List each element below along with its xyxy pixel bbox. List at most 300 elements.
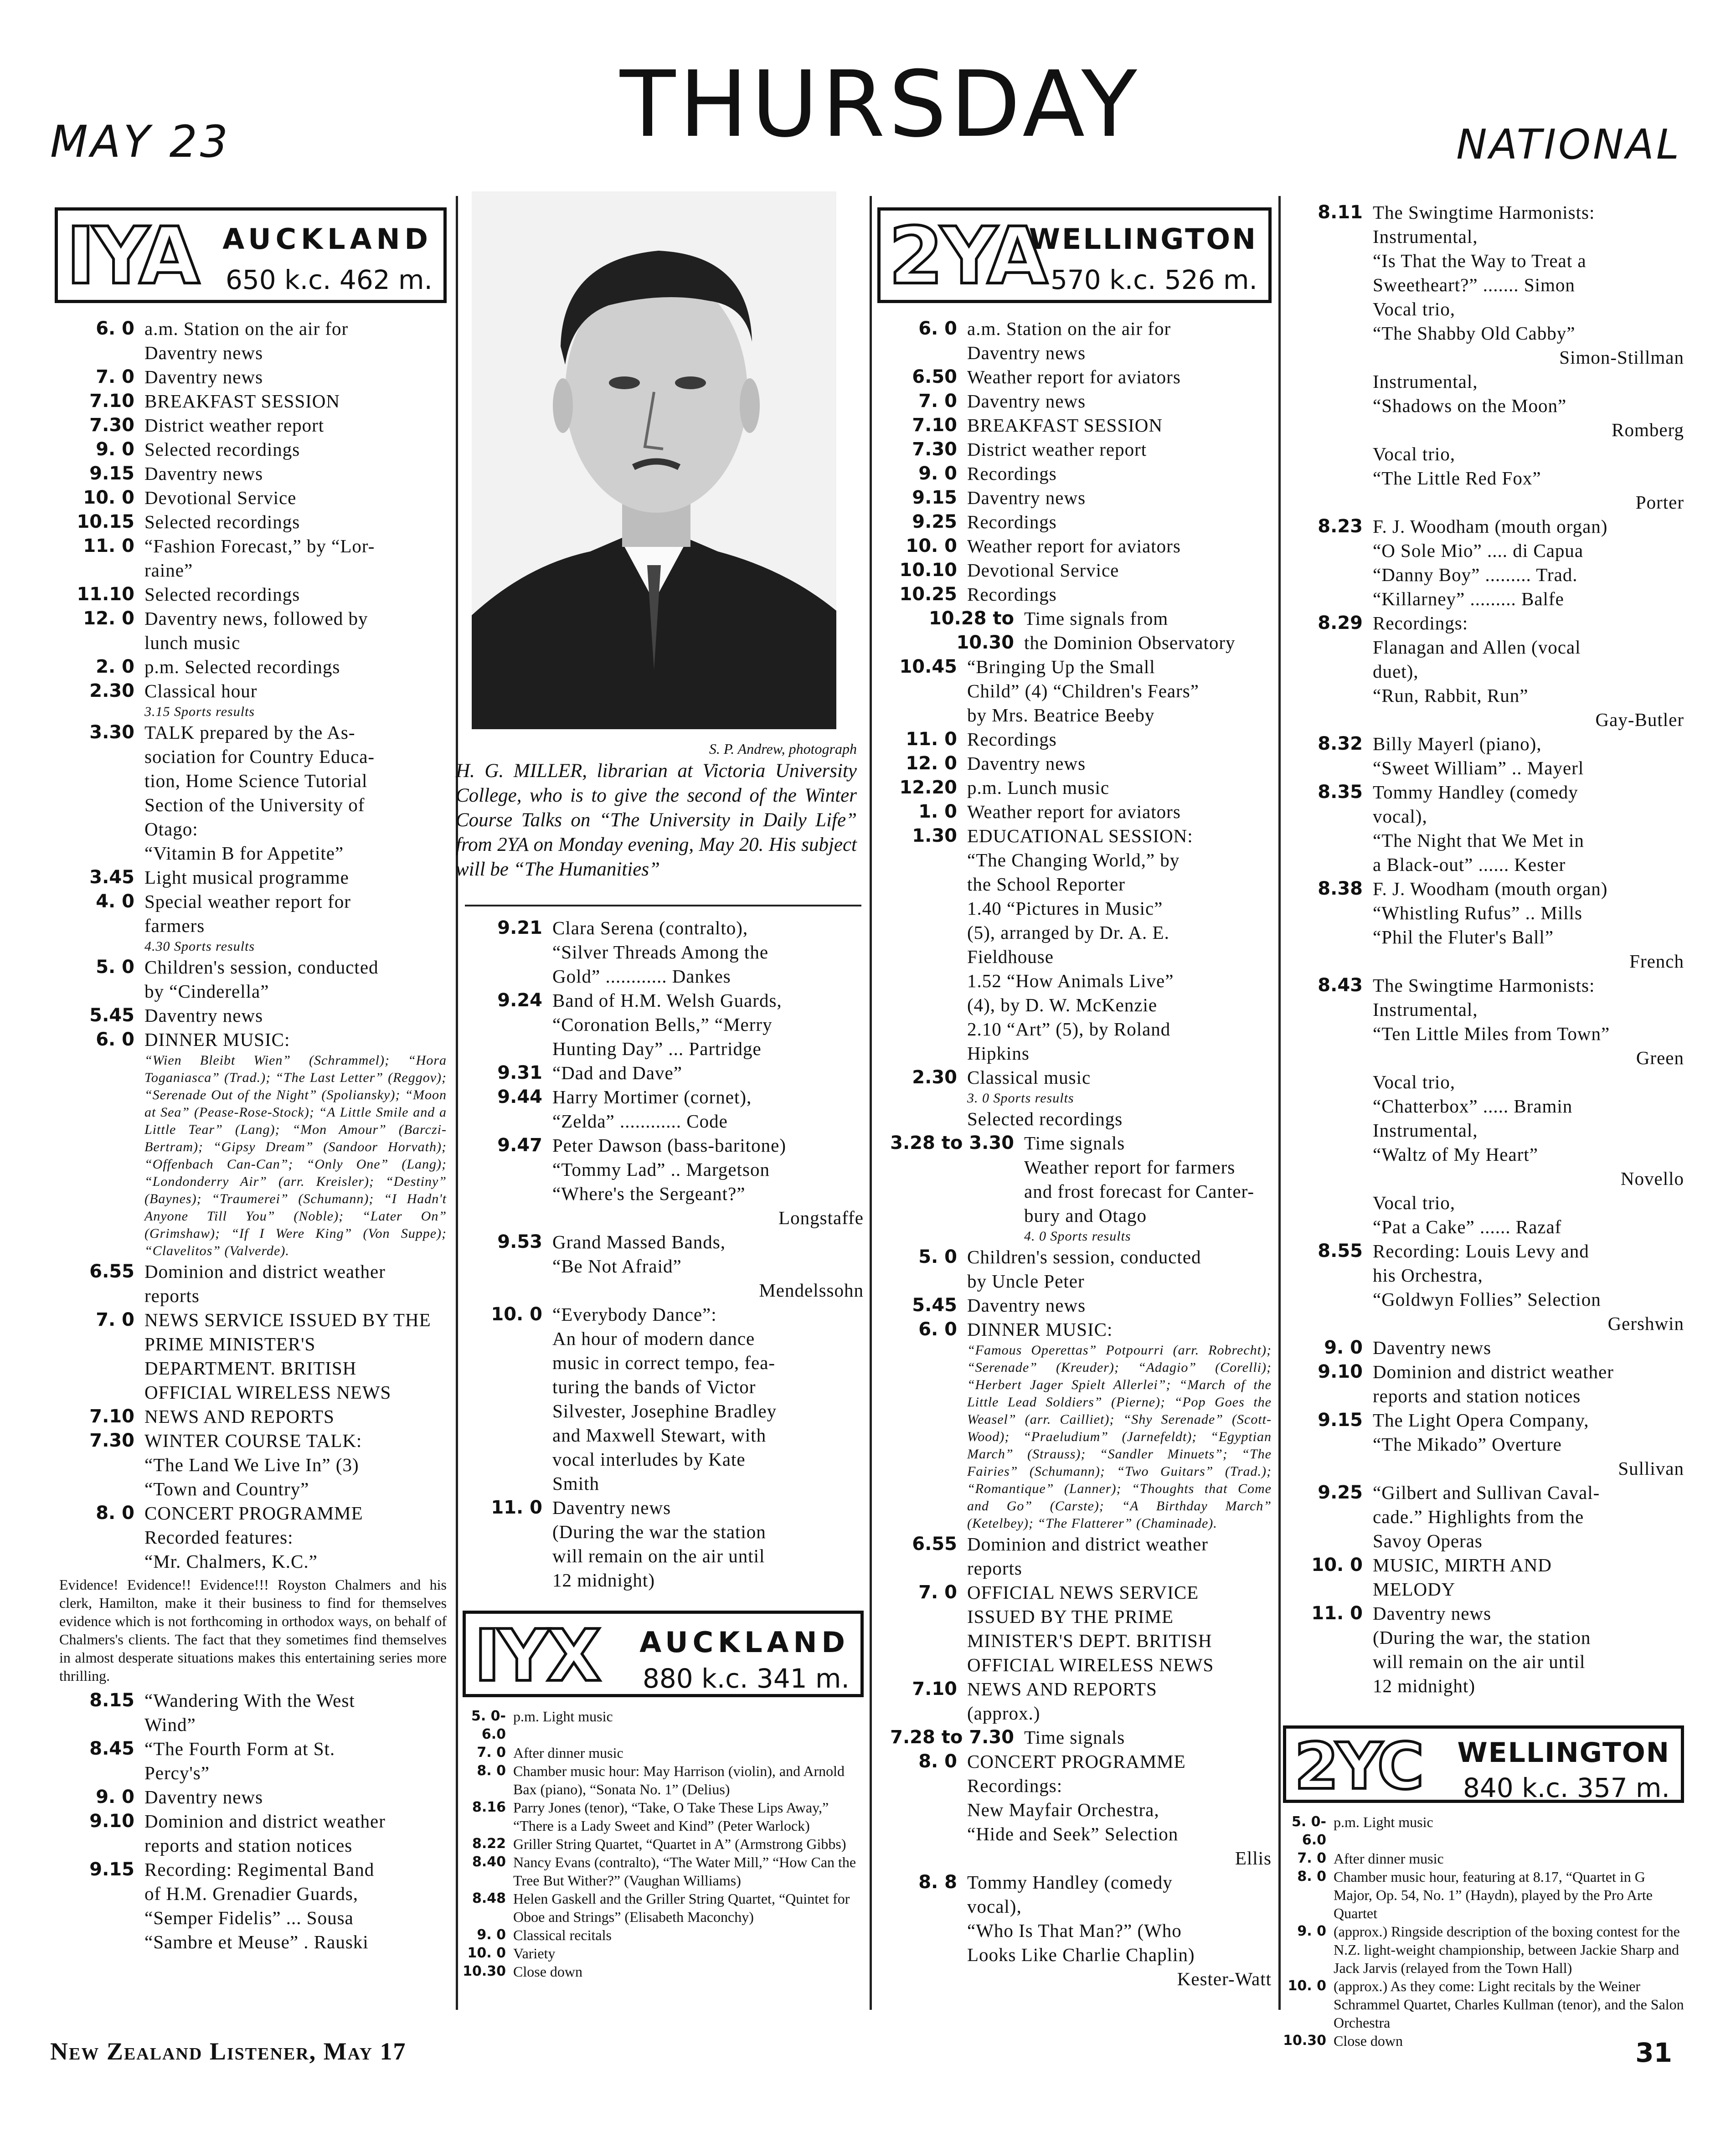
programme-entry	[877, 1318, 1272, 1532]
entry-time: 8.35	[1318, 782, 1363, 803]
entry-time: 7. 0	[918, 1582, 957, 1603]
programme-entry	[877, 800, 1272, 824]
entry-line: “Killarney” ......... Balfe	[1373, 588, 1564, 609]
entry-description	[144, 655, 447, 679]
programme-entry	[55, 486, 447, 510]
entry-line: Recordings	[967, 463, 1057, 484]
entry-description	[967, 438, 1272, 462]
programme-entry	[55, 865, 447, 890]
photo-caption: H. G. MILLER, librarian at Victoria University College, who is to give the second of the Winter Course Talks on “The University in Daily Life” from 2YA on Monday evening, May 20. His subject will be “The Humanities”	[456, 760, 857, 880]
entry-time: 9.21	[497, 917, 542, 938]
entry-time: 7. 0	[477, 1745, 506, 1761]
programme-entry	[877, 607, 1272, 655]
entry-time: 9.44	[497, 1086, 542, 1107]
entry-line: by Uncle Peter	[967, 1271, 1085, 1292]
entry-description	[144, 486, 447, 510]
entry-line: Tommy Handley (comedy	[967, 1872, 1173, 1893]
entry-description	[144, 607, 447, 655]
entry-time: 8. 0	[96, 1503, 134, 1524]
programme-entry	[1283, 201, 1684, 515]
entry-line: “Whistling Rufus” .. Mills	[1373, 902, 1582, 923]
station-frequency: 650 k.c. 462 m.	[225, 264, 433, 295]
entry-line: “Goldwyn Follies” Selection	[1373, 1289, 1601, 1310]
entry-description	[1373, 1239, 1684, 1336]
entry-line: “Ten Little Miles from Town”	[1373, 1023, 1610, 1044]
station-city: AUCKLAND	[639, 1626, 850, 1659]
programme-list	[463, 916, 864, 1592]
entry-line: Recordings:	[1373, 613, 1468, 633]
programme-list	[1283, 1813, 1684, 2050]
entry-line: Dominion and district weather	[1373, 1361, 1614, 1382]
entry-line: DINNER MUSIC:	[967, 1319, 1113, 1340]
entry-time: 9. 0	[918, 463, 957, 484]
entry-description	[144, 317, 447, 365]
entry-line: Variety	[513, 1945, 556, 1962]
entry-line: “The Land We Live In” (3)	[144, 1454, 359, 1475]
entry-time: 10.28 to 10.30	[928, 608, 1014, 653]
entry-line: Instrumental,	[1373, 999, 1478, 1020]
entry-time: 9. 0	[96, 1787, 134, 1807]
entry-line: will remain on the air until	[552, 1545, 765, 1566]
programme-entry	[877, 752, 1272, 776]
entry-line: Time signals from	[1024, 608, 1169, 629]
entry-time: 2. 0	[96, 656, 134, 677]
footer-publication: New Zealand Listener, May 17	[50, 2038, 407, 2065]
entry-line: “Semper Fidelis” ... Sousa	[144, 1907, 354, 1928]
entry-line: “Danny Boy” ......... Trad.	[1373, 564, 1578, 585]
entry-time: 2.30	[912, 1067, 957, 1088]
entry-description	[144, 679, 447, 721]
entry-description	[144, 890, 447, 955]
programme-entry	[463, 1061, 864, 1085]
entry-time: 8.43	[1318, 975, 1363, 996]
entry-description	[552, 1085, 864, 1133]
entry-description	[144, 1028, 447, 1260]
entry-time: 8.32	[1318, 733, 1363, 754]
programme-entry	[463, 1230, 864, 1303]
entry-time: 8.15	[89, 1690, 134, 1711]
entry-description	[144, 1308, 447, 1405]
entry-line: Light musical programme	[144, 867, 349, 888]
entry-line: “Be Not Afraid”	[552, 1256, 682, 1277]
entry-line: “The Fourth Form at St.	[144, 1738, 335, 1759]
entry-time: 9. 0	[1297, 1923, 1326, 1939]
entry-line: The Light Opera Company,	[1373, 1410, 1589, 1431]
entry-line: “Silver Threads Among the	[552, 942, 769, 963]
programme-entry	[55, 1004, 447, 1028]
entry-description	[513, 1853, 864, 1890]
entry-line: Classical music	[967, 1067, 1091, 1088]
entry-time: 9.24	[497, 990, 542, 1011]
entry-line: “The Shabby Old Cabby”	[1373, 323, 1576, 344]
entry-time: 7. 0	[918, 391, 957, 412]
entry-time: 6. 0	[96, 318, 134, 339]
entry-description	[1373, 1601, 1684, 1698]
entry-line: lunch music	[144, 632, 241, 653]
station-callsign: 2YC	[1294, 1730, 1422, 1804]
entry-line: by “Cinderella”	[144, 981, 269, 1002]
programme-entry	[1283, 1868, 1684, 1922]
entry-line: “Gilbert and Sullivan Caval-	[1373, 1482, 1600, 1503]
entry-description	[1373, 1481, 1684, 1553]
entry-line: F. J. Woodham (mouth organ)	[1373, 878, 1608, 899]
entry-line: turing the bands of Victor	[552, 1376, 756, 1397]
station-banner-2ya	[877, 207, 1272, 303]
programme-entry	[55, 317, 447, 365]
programme-entry	[877, 1293, 1272, 1318]
entry-line: Daventry news	[144, 1787, 263, 1807]
entry-line: NEWS SERVICE ISSUED BY THE PRIME MINISTER'S DEPARTMENT. BRITISH OFFICIAL WIRELESS NEWS	[144, 1309, 431, 1403]
entry-line: Helen Gaskell and the Griller String Quartet, “Quintet for Oboe and Strings” (Elisabeth Maconchy)	[513, 1890, 850, 1925]
entry-time: 11. 0	[906, 729, 957, 750]
programme-entry	[55, 1785, 447, 1809]
programme-entry	[55, 510, 447, 534]
entry-line: “Coronation Bells,” “Merry	[552, 1014, 773, 1035]
programme-entry	[55, 1028, 447, 1260]
entry-line: Vocal trio,	[1373, 1192, 1456, 1213]
entry-description	[144, 462, 447, 486]
entry-line: Griller String Quartet, “Quartet in A” (Armstrong Gibbs)	[513, 1836, 846, 1852]
entry-line: Instrumental,	[1373, 371, 1478, 392]
entry-composer: Sullivan	[1618, 1458, 1684, 1479]
entry-line: “Hide and Seek” Selection	[967, 1823, 1179, 1844]
entry-description	[967, 389, 1272, 413]
entry-line: vocal),	[967, 1896, 1022, 1917]
programme-list	[463, 1707, 864, 1981]
programme-entry	[1283, 1977, 1684, 2032]
entry-line: reports and station notices	[144, 1835, 353, 1856]
entry-time: 7.30	[912, 439, 957, 460]
entry-description	[967, 413, 1272, 438]
entry-description	[967, 1066, 1272, 1131]
entry-line: Selected recordings	[144, 584, 300, 605]
entry-line: “Tommy Lad” .. Margetson	[552, 1159, 770, 1180]
entry-time: 12.20	[899, 777, 957, 798]
entry-time: 10.45	[899, 656, 957, 677]
entry-line: Recorded features:	[144, 1527, 294, 1548]
entry-description	[144, 1689, 447, 1737]
programme-list	[55, 317, 447, 1574]
entry-line: “The Mikado” Overture	[1373, 1434, 1562, 1455]
entry-line: farmers	[144, 915, 205, 936]
entry-time: 8.23	[1318, 516, 1363, 537]
entry-time: 9.47	[497, 1135, 542, 1156]
entry-time: 8.38	[1318, 878, 1363, 899]
programme-entry	[55, 1858, 447, 1954]
entry-time: 10. 0	[906, 536, 957, 556]
entry-time: 2.30	[89, 680, 134, 701]
entry-time: 10.30	[463, 1963, 506, 1979]
entry-time: 1.30	[912, 825, 957, 846]
entry-description	[144, 1785, 447, 1809]
entry-line: “Vitamin B for Appetite”	[144, 843, 344, 864]
page-number: 31	[1635, 2037, 1672, 2068]
programme-entry	[1283, 611, 1684, 732]
entry-line: BREAKFAST SESSION	[144, 391, 340, 412]
entry-line: p.m. Light music	[1334, 1814, 1433, 1830]
entry-description	[144, 1501, 447, 1574]
entry-line: New Mayfair Orchestra,	[967, 1799, 1159, 1820]
entry-line: “Dad and Dave”	[552, 1062, 682, 1083]
entry-line: Special weather report for	[144, 891, 351, 912]
entry-description	[967, 534, 1272, 558]
programme-entry	[463, 1707, 864, 1744]
entry-time: 8.29	[1318, 613, 1363, 633]
entry-description	[967, 510, 1272, 534]
entry-line: Recordings:	[967, 1775, 1063, 1796]
entry-time: 8. 0	[477, 1763, 506, 1779]
entry-time: 7.30	[89, 1430, 134, 1451]
entry-time: 9.10	[89, 1811, 134, 1832]
programme-entry	[877, 1725, 1272, 1750]
entry-line: of H.M. Grenadier Guards,	[144, 1883, 359, 1904]
programme-entry	[1283, 1922, 1684, 1977]
entry-description	[967, 365, 1272, 389]
entry-description	[552, 1496, 864, 1592]
programme-entry	[877, 486, 1272, 510]
entry-description	[513, 1707, 864, 1744]
programme-entry	[463, 916, 864, 989]
entry-line: OFFICIAL NEWS SERVICE ISSUED BY THE PRIME MINISTER'S DEPT. BRITISH OFFICIAL WIRELESS NEWS	[967, 1582, 1214, 1675]
entry-line: Dominion and district weather	[144, 1261, 386, 1282]
entry-description	[1373, 515, 1684, 611]
entry-description	[1334, 1849, 1684, 1868]
entry-time: 5. 0	[918, 1246, 957, 1267]
station-banner-iyx	[463, 1611, 864, 1697]
photo-credit: S. P. Andrew, photograph	[709, 741, 857, 757]
programme-entry	[877, 582, 1272, 607]
entry-note: 3. 0 Sports results	[967, 1091, 1074, 1106]
entry-line: sociation for Country Educa-	[144, 746, 375, 767]
entry-time: 3.28 to 3.30	[890, 1133, 1014, 1153]
entry-line: Tommy Handley (comedy	[1373, 782, 1578, 803]
entry-line: “Mr. Chalmers, K.C.”	[144, 1551, 318, 1572]
programme-list	[1283, 201, 1684, 1698]
entry-description	[513, 1798, 864, 1835]
entry-line: “Bringing Up the Small	[967, 656, 1155, 677]
entry-description	[967, 1750, 1272, 1870]
entry-time: 5. 0-6.0	[1291, 1814, 1326, 1848]
entry-line: a Black-out” ...... Kester	[1373, 854, 1566, 875]
programme-entry	[877, 1066, 1272, 1131]
entry-line: “Phil the Fluter's Ball”	[1373, 927, 1554, 947]
entry-line: a.m. Station on the air for	[144, 318, 349, 339]
entry-line: Chamber music hour, featuring at 8.17, “Quartet in G Major, Op. 54, No. 1” (Haydn), played by the Pro Arte Quartet	[1334, 1869, 1653, 1921]
entry-time: 7.10	[89, 391, 134, 412]
entry-line: Daventry news	[144, 1005, 263, 1026]
entry-time: 6. 0	[918, 1319, 957, 1340]
entry-time: 5. 0	[96, 957, 134, 978]
entry-note: 4.30 Sports results	[144, 939, 255, 954]
entry-time: 5.45	[89, 1005, 134, 1026]
programme-entry	[877, 1870, 1272, 1991]
station-city: AUCKLAND	[222, 222, 433, 256]
entry-line: Time signals	[1024, 1133, 1125, 1153]
entry-description	[967, 1532, 1272, 1581]
entry-line: vocal interludes by Kate	[552, 1449, 746, 1470]
programme-entry	[1283, 1553, 1684, 1601]
portrait-photo	[472, 191, 836, 729]
entry-line: Wind”	[144, 1714, 196, 1735]
programme-blurb: Evidence! Evidence!! Evidence!!! Royston Chalmers and his clerk, Hamilton, make it their business to find for themselves evidence which is not forthcoming in orthodox ways, on behalf of Chalmers's clients. The fact that they sometimes find themselves in almost desperate situations makes this entertaining series more thrilling.	[59, 1576, 447, 1684]
entry-description	[552, 1303, 864, 1496]
entry-description	[144, 1405, 447, 1429]
entry-time: 10.10	[899, 560, 957, 581]
programme-entry	[877, 317, 1272, 365]
programme-entry	[463, 1303, 864, 1496]
programme-entry	[877, 1750, 1272, 1870]
entry-time: 6.55	[89, 1261, 134, 1282]
entry-time: 9.10	[1318, 1361, 1363, 1382]
entry-line: “Sweet William” .. Mayerl	[1373, 757, 1584, 778]
entry-line: Vocal trio,	[1373, 443, 1456, 464]
entry-line: Gold” ............ Dankes	[552, 966, 731, 987]
entry-line: Chamber music hour: May Harrison (violin), and Arnold Bax (piano), “Sonata No. 1” (Delius)	[513, 1763, 845, 1797]
entry-time: 11. 0	[83, 536, 134, 556]
entry-time: 10.25	[899, 584, 957, 605]
programme-entry	[55, 1737, 447, 1785]
entry-description	[1024, 1725, 1272, 1750]
entry-time: 7. 0	[96, 366, 134, 387]
entry-time: 7. 0	[1297, 1850, 1326, 1866]
programme-entry	[55, 1689, 447, 1737]
programme-entry	[55, 389, 447, 413]
entry-description	[1373, 732, 1684, 780]
entry-description	[144, 1809, 447, 1858]
entry-line: District weather report	[144, 415, 325, 436]
entry-line: Instrumental,	[1373, 226, 1478, 247]
programme-entry	[463, 1890, 864, 1926]
entry-line: Savoy Operas	[1373, 1530, 1483, 1551]
entry-line: “Is That the Way to Treat a	[1373, 250, 1587, 271]
entry-line: “The Changing World,” by	[967, 850, 1180, 870]
entry-line: Weather report for aviators	[967, 366, 1181, 387]
entry-description	[1373, 1336, 1684, 1360]
entry-description	[967, 727, 1272, 752]
entry-line: Daventry news, followed by	[144, 608, 368, 629]
entry-line: Band of H.M. Welsh Guards,	[552, 990, 782, 1011]
column-rule	[1278, 196, 1281, 2010]
entry-composer: Gershwin	[1607, 1313, 1684, 1334]
entry-line: Hunting Day” ... Partridge	[552, 1038, 762, 1059]
programme-entry	[877, 462, 1272, 486]
programme-entry	[463, 1798, 864, 1835]
entry-description	[967, 558, 1272, 582]
entry-line: Billy Mayerl (piano),	[1373, 733, 1542, 754]
entry-line: 1.52 “How Animals Live”	[967, 970, 1174, 991]
entry-composer: French	[1629, 951, 1684, 972]
entry-line: and Maxwell Stewart, with	[552, 1425, 767, 1446]
entry-description	[144, 510, 447, 534]
entry-line: After dinner music	[1334, 1850, 1444, 1867]
entry-time: 9.25	[912, 511, 957, 532]
entry-time: 6. 0	[918, 318, 957, 339]
entry-line: “Run, Rabbit, Run”	[1373, 685, 1529, 706]
entry-time: 9. 0	[477, 1927, 506, 1943]
entry-line: 2.10 “Art” (5), by Roland	[967, 1019, 1171, 1040]
station-callsign: 2YA	[889, 210, 1045, 302]
entry-time: 10. 0	[1288, 1978, 1326, 1994]
entry-line: vocal),	[1373, 806, 1427, 827]
entry-description	[144, 865, 447, 890]
entry-line: “Everybody Dance”:	[552, 1304, 717, 1325]
caption-rule	[465, 905, 861, 906]
programme-entry	[55, 413, 447, 438]
programme-entry	[877, 558, 1272, 582]
entry-line: Close down	[1334, 2033, 1403, 2049]
entry-line: Clara Serena (contralto),	[552, 917, 748, 938]
station-callsign: IYX	[474, 1614, 599, 1697]
entry-time: 8.45	[89, 1738, 134, 1759]
entry-time: 3.45	[89, 867, 134, 888]
programme-entry	[877, 510, 1272, 534]
entry-description	[144, 955, 447, 1004]
programme-list	[55, 1689, 447, 1954]
entry-line: Sweetheart?” ....... Simon	[1373, 274, 1575, 295]
entry-description	[513, 1962, 864, 1981]
programme-entry	[55, 679, 447, 721]
entry-line: TALK prepared by the As-	[144, 722, 355, 743]
programme-entry	[1283, 877, 1684, 973]
entry-line: Nancy Evans (contralto), “The Water Mill,” “How Can the Tree But Wither?” (Vaughan Williams)	[513, 1854, 856, 1889]
programme-entry	[1283, 515, 1684, 611]
entry-composer: Kester-Watt	[1177, 1968, 1272, 1989]
column-iya	[55, 207, 447, 1954]
entry-line: Children's session, conducted	[967, 1246, 1201, 1267]
entry-line: DINNER MUSIC:	[144, 1029, 290, 1050]
entry-description	[967, 462, 1272, 486]
entry-time: 9.31	[497, 1062, 542, 1083]
entry-line: Devotional Service	[144, 487, 297, 508]
entry-time: 8.22	[472, 1836, 506, 1852]
entry-line: Daventry news	[1373, 1603, 1492, 1624]
entry-line: Instrumental,	[1373, 1120, 1478, 1141]
entry-line: After dinner music	[513, 1745, 623, 1761]
programme-entry	[877, 1581, 1272, 1677]
entry-time: 5. 0-6.0	[471, 1708, 506, 1742]
entry-description	[552, 916, 864, 989]
entry-line: Vocal trio,	[1373, 299, 1456, 319]
entry-time: 9. 0	[1324, 1337, 1363, 1358]
entry-line: Daventry news	[552, 1497, 671, 1518]
entry-composer: Ellis	[1235, 1848, 1272, 1869]
entry-time: 7.28 to 7.30	[890, 1727, 1014, 1748]
entry-line: “The Little Red Fox”	[1373, 468, 1541, 489]
entry-line: Selected recordings	[144, 439, 300, 460]
entry-time: 7. 0	[96, 1309, 134, 1330]
entry-description	[967, 800, 1272, 824]
entry-line: Hipkins	[967, 1043, 1030, 1064]
entry-time: 8.48	[472, 1890, 506, 1906]
entry-line: NEWS AND REPORTS	[967, 1679, 1157, 1699]
entry-time: 10.30	[1283, 2033, 1326, 2049]
entry-line: WINTER COURSE TALK:	[144, 1430, 362, 1451]
entry-line: (5), arranged by Dr. A. E.	[967, 922, 1169, 943]
entry-description	[144, 1260, 447, 1308]
programme-entry	[1283, 1408, 1684, 1481]
programme-entry	[1283, 973, 1684, 1239]
entry-description	[144, 438, 447, 462]
entry-description	[1373, 611, 1684, 732]
entry-time: 12. 0	[83, 608, 134, 629]
programme-entry	[463, 1762, 864, 1798]
programme-entry	[1283, 1239, 1684, 1336]
entry-line: 12 midnight)	[1373, 1675, 1475, 1696]
entry-line: Fieldhouse	[967, 946, 1054, 967]
entry-line: Recordings	[967, 584, 1057, 605]
entry-line: Vocal trio,	[1373, 1071, 1456, 1092]
entry-line: “Wandering With the West	[144, 1690, 355, 1711]
